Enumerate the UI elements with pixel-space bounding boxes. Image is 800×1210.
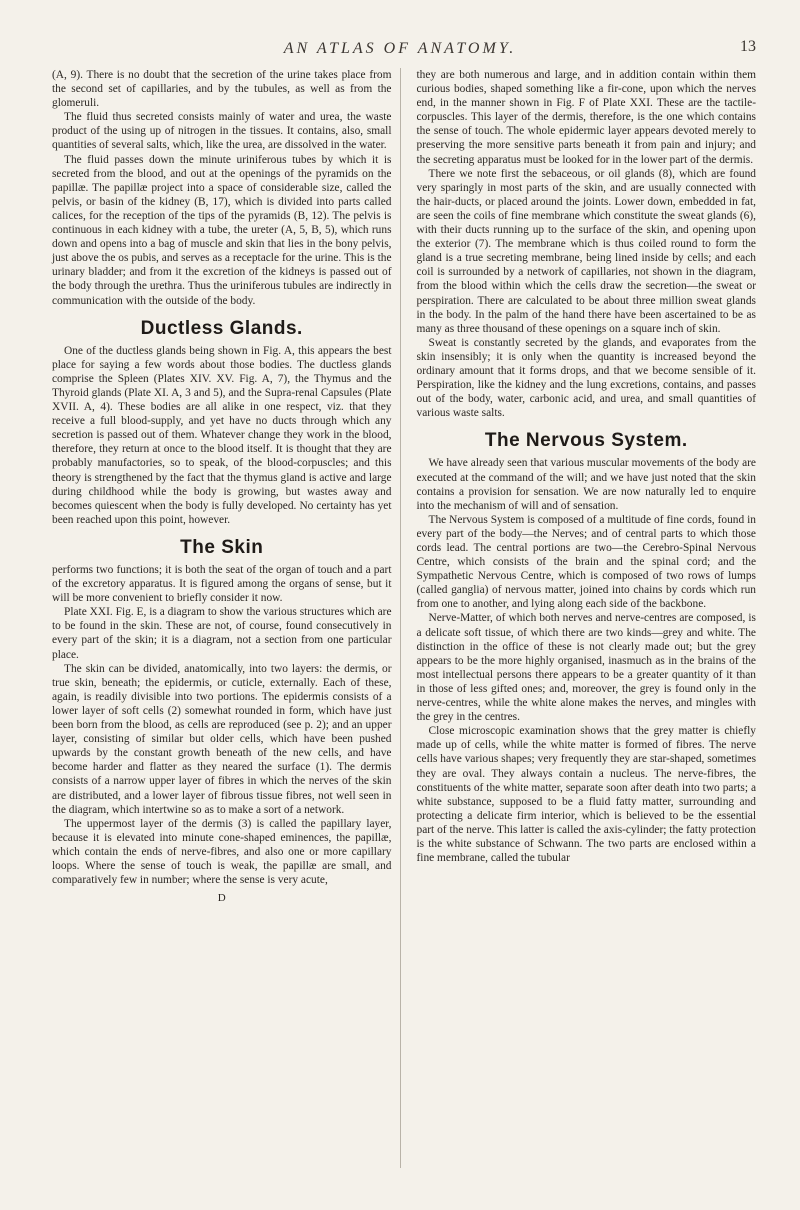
section-heading: Ductless Glands. bbox=[140, 317, 303, 339]
signature-mark: D bbox=[217, 892, 226, 905]
paragraph: There we note first the sebaceous, or oil glands (8), which are found very sparingly in most parts of the skin, and are usually connected with the hair-ducts, or placed around the joints. Lower down, embedded in fat, are seen the coils of fine membrane which constitute the sweat glands (6), with their ducts running up to the surface of the skin, and opening upon the exterior (7). The membrane which is thus coiled round to form the gland is a true secreting membrane, being lined inside by cells; and each coil is surrounded by a network of capillaries, not shown in the diagram, from the blood within which the cells draw the secretion—the sweat or perspiration. There are calculated to be about three million sweat glands in the body. In the palm of the hand there have been ascertained to be as many as three thousand of these openings on a square inch of skin. bbox=[416, 167, 756, 335]
paragraph: performs two functions; it is both the seat of the organ of touch and a part of the excretory apparatus. It is figured among the organs of sense, but it will be more convenient to briefly consider it now. bbox=[52, 564, 392, 605]
right-column bbox=[417, 68, 757, 1168]
text-columns bbox=[52, 68, 756, 1168]
paragraph: The uppermost layer of the dermis (3) is called the papillary layer, because it is elevated into minute cone-shaped eminences, the papillæ, which contain the ends of nerve-fibres, and also one or more capillary loops. Where the sense of touch is weak, the papillæ are small, and comparatively few in number; where the sense is very acute, bbox=[52, 817, 392, 887]
left-column bbox=[52, 68, 401, 1168]
paragraph: Nerve-Matter, of which both nerves and nerve-centres are composed, is a delicate soft tissue, of which there are two kinds—grey and white. The distinction in the office of these is not clearly made out; but the grey appears to be the more highly organised, inasmuch as in the brains of the most intellectual persons there appears to be a greater quantity of it than in those of less gifted ones; and, moreover, the grey is found only in the nerve-centres, while the white alone makes the nerves, and mingles with the grey in the centres. bbox=[416, 612, 756, 724]
paragraph: they are both numerous and large, and in addition contain within them curious bodies, shaped something like a fir-cone, upon which the nerves end, in the manner shown in Fig. F of Plate XXI. These are the tactile-corpuscles. This layer of the dermis, therefore, is the one which contains the sense of touch. The whole epidermic layer appears devoted merely to preserving the more sensitive parts beneath it from pain and injury; and the secreting apparatus must be looked for in the lower part of the dermis. bbox=[416, 69, 756, 166]
section-heading: The Skin bbox=[180, 536, 264, 558]
paragraph: One of the ductless glands being shown in Fig. A, this appears the best place for saying a few words about those bodies. The ductless glands comprise the Spleen (Plates XIV. XV. Fig. A, 7), the Thymus and the Thyroid glands (Plate XI. A, 3 and 5), and the Supra-renal Capsules (Plate XVII. A, 4). These bodies are all alike in one respect, viz. that they receive a full blood-supply, and yet have no ducts through which any secretion is passed out of them. Whatever change they work in the blood, therefore, they return at once to the blood itself. It is thought that they are probably manufactories, so to speak, of the blood-corpuscles; and this theory is strengthened by the fact that the thymus gland is active and large during childhood while the body is growing, but wastes away and becomes quiescent when the body is fully developed. No certainty has yet been reached upon this point, however. bbox=[52, 344, 392, 526]
section-heading: The Nervous System. bbox=[484, 430, 688, 452]
paragraph: The skin can be divided, anatomically, into two layers: the dermis, or true skin, beneath; the epidermis, or cuticle, externally. Each of these, again, is readily divisible into two portions. The epidermis consists of a lower layer of soft cells (2) somewhat rounded in form, which have just been born from the blood, as cells are reproduced (see p. 2); and an upper layer, consisting of similar but older cells, which have been pushed upwards by the constant growth beneath of the new cells, and have become harder and flatter as they neared the surface (1). The dermis consists of a narrow upper layer of fibres in which the nerves of the skin are distributed, and a lower layer of fibrous tissue fibres, not well seen in the diagram, which intertwine so as to make a sort of a network. bbox=[52, 662, 392, 816]
page-number: 13 bbox=[740, 38, 756, 55]
paragraph: Plate XXI. Fig. E, is a diagram to show the various structures which are to be found in the skin. These are not, of course, found consecutively in every part of the skin; it is a diagram, not a section from one particular place. bbox=[52, 606, 392, 661]
running-title: AN ATLAS OF ANATOMY. bbox=[283, 40, 517, 57]
paragraph: Close microscopic examination shows that the grey matter is chiefly made up of cells, while the white matter is formed of fibres. The nerve cells have various shapes; very frequently they are star-shaped, sometimes they are oval. They always contain a nucleus. The nerve-fibres, the constituents of the white matter, separate soon after death into two parts; a white substance, supposed to be a fluid fatty matter, surrounding and protecting a delicate firm interior, which is believed to be the essential part of the nerve. This latter is called the axis-cylinder; the fatty protection is the white substance of Schwann. The two parts are enclosed within a fine membrane, called the tubular bbox=[416, 725, 756, 865]
paragraph: The fluid thus secreted consists mainly of water and urea, the waste product of the using up of nitrogen in the tissues. It contains, also, small quantities of several salts, which, like the urea, are dissolved in the water. bbox=[52, 111, 392, 152]
paragraph: Sweat is constantly secreted by the glands, and evaporates from the skin insensibly; it is only when the quantity is increased beyond the ordinary amount that it forms drops, and that we become sensible of it. Perspiration, like the kidney and the lung excretions, contains, and passes out of the body, water, carbonic acid, and urea, and small quantities of various waste salts. bbox=[416, 336, 756, 420]
paragraph: We have already seen that various muscular movements of the body are executed at the command of the will; and we have just noted that the skin contains a provision for sensation. We are now naturally led to enquire into the mechanism of will and of sensation. bbox=[416, 457, 756, 512]
paragraph: The fluid passes down the minute uriniferous tubes by which it is secreted from the blood, and out at the openings of the pyramids on the papillæ. The papillæ project into a space of considerable size, called the pelvis, or basin of the kidney (B, 17), which is divided into parts called calices, for the reception of the tips of the pyramids (B, 12). The pelvis is continuous in each kidney with a tube, the ureter (A, 5, B, 5), which runs down and opens into a bag of muscle and skin that lies in the bony pelvis, just above the os pubis, and serves as a receptacle for the urine. This is the urinary bladder; and from it the excretion of the kidneys is passed out of the body through the urethra. Thus the uriniferous tubules are indirectly in communication with the outside of the body. bbox=[52, 153, 392, 307]
paragraph: (A, 9). There is no doubt that the secretion of the urine takes place from the second set of capillaries, and by the tubules, as well as from the glomeruli. bbox=[52, 69, 392, 110]
paragraph: The Nervous System is composed of a multitude of fine cords, found in every part of the body—the Nerves; and of central parts to which those cords lead. The central portions are two—the Cerebro-Spinal Nervous Centre, which consists of the brain and the spinal cord; and the Sympathetic Nervous Centre, which is composed of two rows of lumps (called ganglia) of nervous matter, joined into chains by cords which run from one to another, and lying along each side of the backbone. bbox=[416, 513, 756, 611]
